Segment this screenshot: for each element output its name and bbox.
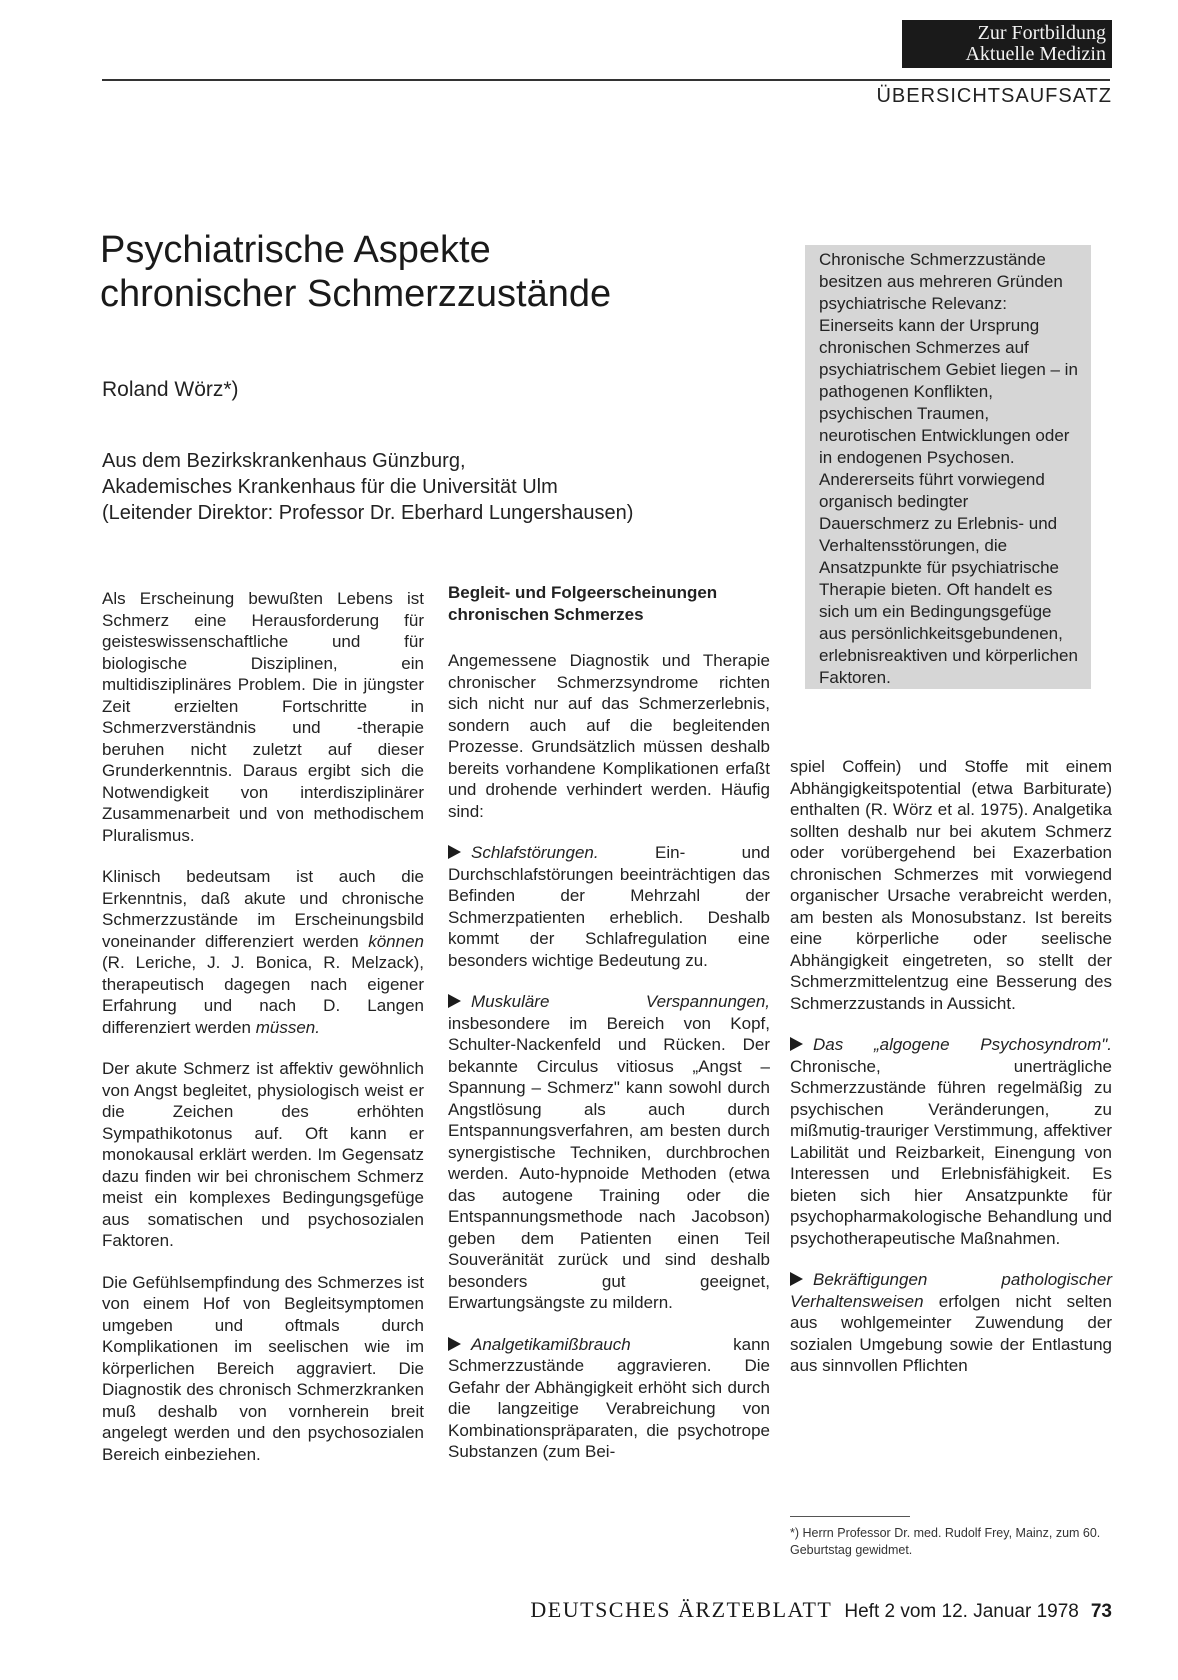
footnote-rule xyxy=(790,1516,910,1517)
triangle-bullet-icon xyxy=(448,845,461,859)
emphasis: Schlafstörungen. xyxy=(471,843,599,862)
page-number: 73 xyxy=(1090,1601,1112,1622)
column-1 xyxy=(102,588,424,1485)
text-span: Ein- und Durchschlafstörungen beeinträchtigen das Befinden der Mehrzahl der Schmerzpatienten erheblich. Deshalb kommt der Schlafregulation eine besonders wichtige Bedeutung zu. xyxy=(448,843,770,970)
issue-info: Heft 2 vom 12. Januar 1978 xyxy=(844,1601,1079,1622)
rubric-line-1: Zur Fortbildung xyxy=(977,22,1106,44)
bullet-paragraph xyxy=(790,1034,1112,1249)
emphasis: Bekräftigungen pathologischer Verhaltensweisen xyxy=(790,1270,1112,1311)
emphasis: Analgetikamißbrauch xyxy=(471,1334,631,1354)
text-span: (R. Leriche, J. J. Bonica, R. Melzack), therapeutisch dagegen nach eigener Erfahrung und nach D. Langen differenziert werden xyxy=(102,953,424,1037)
article-title xyxy=(100,228,740,316)
emphasis: müssen. xyxy=(255,1017,320,1037)
section-label: ÜBERSICHTSAUFSATZ xyxy=(876,85,1112,107)
rubric-line-2: Aktuelle Medizin xyxy=(965,43,1106,65)
column-3 xyxy=(790,756,1112,1397)
footnote: *) Herrn Professor Dr. med. Rudolf Frey, Mainz, zum 60. Geburtstag gewidmet. xyxy=(790,1526,1101,1557)
page-footer xyxy=(530,1597,1112,1623)
triangle-bullet-icon xyxy=(790,1272,803,1286)
paragraph: Als Erscheinung bewußten Lebens ist Schmerz eine Herausforderung für geisteswissenschaftliche und für biologische Disziplinen, ein multidisziplinäres Problem. Die in jüngster Zeit erzielten Fortschritte in Schmerzverständnis und -therapie beruhen nicht zuletzt auf dieser Grunderkenntnis. Daraus ergibt sich die Notwendigkeit von interdisziplinärer Zusammenarbeit und von methodischem Pluralismus. xyxy=(102,589,424,845)
abstract-box: Chronische Schmerzzustände besitzen aus mehreren Gründen psychiatrische Relevanz: Einerseits kann der Ursprung chronischen Schmerzes auf psychiatrischem Gebiet liegen – in pathogenen Konflikten, psychischen Traumen, neurotischen Entwicklungen oder in endogenen Psychosen. Andererseits führt vorwiegend organisch bedingter Dauerschmerz zu Erlebnis- und Verhaltensstörungen, die Ansatzpunkte für psychiatrische Therapie bieten. Oft handelt es sich um ein Bedingungsgefüge aus persönlichkeitsgebundenen, erlebnisreaktiven und körperlichen Faktoren. xyxy=(805,245,1091,689)
rubric-box xyxy=(902,20,1112,68)
text-span: Chronische, unerträgliche Schmerzzustände führen regelmäßig zu psychischen Veränderungen, zu mißmutig-trauriger Verstimmung, affektiver Labilität und Reizbarkeit, Einengung von Interessen und Erlebnisfähigkeit. Es bieten sich hier Ansatzpunkte für psychopharmakologische Behandlung und psychotherapeutische Maßnahmen. xyxy=(790,1056,1112,1248)
paragraph: Der akute Schmerz ist affektiv gewöhnlich von Angst begleitet, physiologisch weist er die Zeichen des erhöhten Sympathikotonus auf. Oft kann er monokausal erklärt werden. Im Gegensatz dazu finden wir bei chronischem Schmerz meist ein komplexes Bedingungsgefüge aus somatischen und psychosozialen Faktoren. xyxy=(102,1059,424,1250)
affiliation xyxy=(102,448,633,526)
section-heading: Begleit- und Folgeerscheinungen chronischen Schmerzes xyxy=(448,583,718,624)
text-span: kann Schmerzzustände aggravieren. Die Gefahr der Abhängigkeit erhöht sich durch die langzeitige Verabreichung von Kombinationspräparaten, die psychotrope Substanzen (zum Bei- xyxy=(448,1334,770,1461)
bullet-paragraph xyxy=(448,842,770,971)
emphasis: Muskuläre Verspannungen, xyxy=(471,992,770,1011)
triangle-bullet-icon xyxy=(790,1037,803,1051)
header-rule xyxy=(102,79,1110,81)
triangle-bullet-icon xyxy=(448,1337,461,1351)
paragraph xyxy=(102,866,424,1038)
paragraph: Die Gefühlsempfindung des Schmerzes ist von einem Hof von Begleitsymptomen umgeben und oftmals durch Komplikationen im seelischen wie im körperlichen Bereich aggraviert. Die Diagnostik des chronisch Schmerzkranken muß deshalb von vornherein breit angelegt werden und den psychosozialen Bereich einbeziehen. xyxy=(102,1272,424,1464)
journal-name: DEUTSCHES ÄRZTEBLATT xyxy=(530,1597,833,1622)
triangle-bullet-icon xyxy=(448,994,461,1008)
affiliation-line-2: Akademisches Krankenhaus für die Universität Ulm xyxy=(102,476,558,498)
affiliation-line-1: Aus dem Bezirkskrankenhaus Günzburg, xyxy=(102,450,466,472)
paragraph: Angemessene Diagnostik und Therapie chronischer Schmerzsyndrome richten sich nicht nur auf das Schmerzerlebnis, sondern auch auf die begleitenden Prozesse. Grundsätzlich müssen deshalb bereits vorhandene Komplikationen erfaßt und drohende verhindert werden. Häufig sind: xyxy=(448,651,770,821)
bullet-paragraph xyxy=(448,1334,770,1463)
column-2 xyxy=(448,582,770,1483)
text-span: erfolgen nicht selten aus wohlgemeinter Zuwendung der sozialen Umgebung sowie der Entlastung aus sinnvollen Pflichten xyxy=(790,1291,1112,1375)
text-span: insbesondere im Bereich von Kopf, Schulter-Nackenfeld und Rücken. Der bekannte Circulus vitiosus „Angst – Spannung – Schmerz" kann sowohl durch Angstlösung als auch durch Entspannungsverfahren, am besten durch synergistische Techniken, durchbrochen werden. Auto-hypnoide Methoden (etwa das autogene Training oder die Entspannungsmethode nach Jacobson) geben dem Patienten einen Teil Souveränität zurück und sind deshalb besonders gut geeignet, Erwartungsängste zu mildern. xyxy=(448,1013,770,1312)
author: Roland Wörz*) xyxy=(102,378,239,401)
affiliation-line-3: (Leitender Direktor: Professor Dr. Eberhard Lungershausen) xyxy=(102,502,634,524)
bullet-paragraph xyxy=(790,1269,1112,1377)
emphasis: Das „algogene Psychosyndrom". xyxy=(813,1035,1112,1054)
title-line-2: chronischer Schmerzzustände xyxy=(100,273,612,315)
paragraph: spiel Coffein) und Stoffe mit einem Abhängigkeitspotential (etwa Barbiturate) enthalten (R. Wörz et al. 1975). Analgetika sollten deshalb nur bei akutem Schmerz oder vorübergehend bei Exazerbation chronischen Schmerzes mit vorwiegend organischer Ursache verabreicht werden, am besten als Monosubstanz. Ist bereits eine körperliche oder seelische Abhängigkeit eingetreten, so stellt der Schmerzmittelentzug eine Besserung des Schmerzzustands in Aussicht. xyxy=(790,757,1112,1013)
text-span: Klinisch bedeutsam ist auch die Erkenntnis, daß akute und chronische Schmerzzustände im Erscheinungsbild voneinander differenziert werden xyxy=(102,867,424,951)
title-line-1: Psychiatrische Aspekte xyxy=(100,229,491,271)
bullet-paragraph xyxy=(448,991,770,1314)
emphasis: können xyxy=(368,931,424,951)
